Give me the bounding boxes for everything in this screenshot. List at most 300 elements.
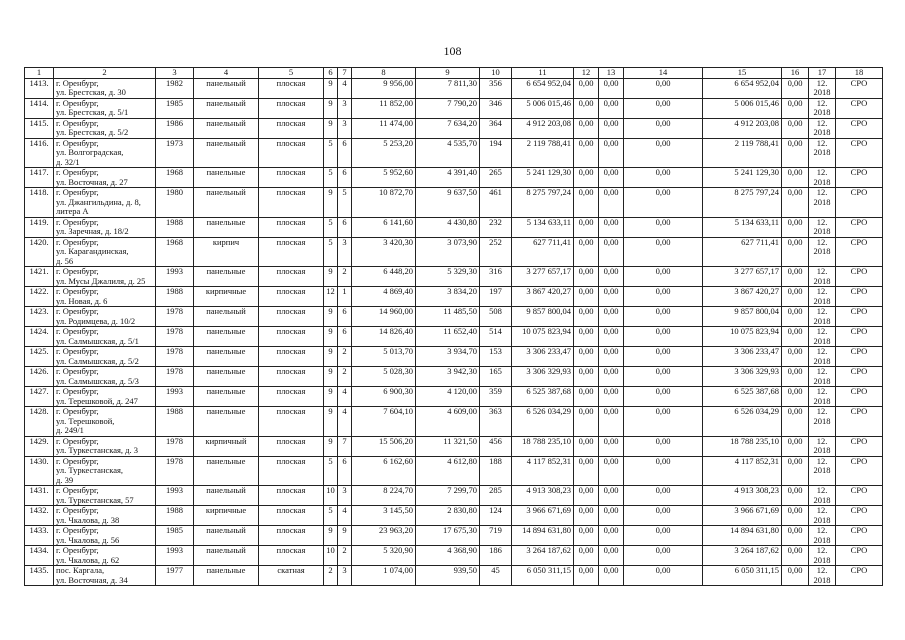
entrances-cell: 2 xyxy=(338,367,352,387)
cost-col-15-cell: 6 654 952,04 xyxy=(703,78,782,98)
wall-material-cell: панельный xyxy=(194,118,259,138)
cost-col-12-cell: 0,00 xyxy=(574,267,599,287)
row-number-cell: 1416. xyxy=(25,138,54,168)
total-area-cell: 5 320,90 xyxy=(352,546,416,566)
column-number-16: 16 xyxy=(782,68,809,79)
address-cell: г. Оренбург, ул. Брестская, д. 30 xyxy=(54,78,156,98)
completion-term-cell: 12. 2018 xyxy=(809,287,836,307)
roof-type-cell: плоская xyxy=(259,267,324,287)
cost-col-16-cell: 0,00 xyxy=(782,456,809,486)
total-area-cell: 11 474,00 xyxy=(352,118,416,138)
method-cell: СРО xyxy=(836,546,883,566)
address-cell: пос. Каргала, ул. Восточная, д. 34 xyxy=(54,566,156,586)
cost-col-15-cell: 9 857 800,04 xyxy=(703,307,782,327)
wall-material-cell: кирпичный xyxy=(194,436,259,456)
entrances-cell: 6 xyxy=(338,327,352,347)
cost-col-15-cell: 3 306 233,47 xyxy=(703,347,782,367)
floors-cell: 5 xyxy=(324,138,338,168)
wall-material-cell: панельные xyxy=(194,456,259,486)
row-number-cell: 1426. xyxy=(25,367,54,387)
roof-type-cell: плоская xyxy=(259,307,324,327)
cost-col-14-cell: 0,00 xyxy=(624,307,703,327)
page-number: 108 xyxy=(443,44,462,58)
cost-col-13-cell: 0,00 xyxy=(599,188,624,218)
table-row xyxy=(25,347,883,367)
cost-col-15-cell: 627 711,41 xyxy=(703,237,782,267)
cost-col-14-cell: 0,00 xyxy=(624,98,703,118)
completion-term-cell: 12. 2018 xyxy=(809,138,836,168)
living-area-cell: 3 073,90 xyxy=(416,237,480,267)
entrances-cell: 7 xyxy=(338,436,352,456)
cost-col-13-cell: 0,00 xyxy=(599,327,624,347)
living-area-cell: 4 368,90 xyxy=(416,546,480,566)
entrances-cell: 9 xyxy=(338,526,352,546)
completion-term-cell: 12. 2018 xyxy=(809,217,836,237)
floors-cell: 9 xyxy=(324,307,338,327)
address-cell: г. Оренбург, ул. Мусы Джалиля, д. 25 xyxy=(54,267,156,287)
total-area-cell: 9 956,00 xyxy=(352,78,416,98)
address-cell: г. Оренбург, ул. Заречная, д. 18/2 xyxy=(54,217,156,237)
residents-cell: 197 xyxy=(480,287,512,307)
total-area-cell: 14 826,40 xyxy=(352,327,416,347)
living-area-cell: 4 391,40 xyxy=(416,168,480,188)
table-row xyxy=(25,506,883,526)
row-number-cell: 1435. xyxy=(25,566,54,586)
method-cell: СРО xyxy=(836,327,883,347)
cost-col-15-cell: 6 525 387,68 xyxy=(703,387,782,407)
floors-cell: 9 xyxy=(324,387,338,407)
living-area-cell: 3 934,70 xyxy=(416,347,480,367)
row-number-cell: 1433. xyxy=(25,526,54,546)
address-cell: г. Оренбург, ул. Терешковой, д. 249/1 xyxy=(54,407,156,437)
cost-col-14-cell: 0,00 xyxy=(624,138,703,168)
cost-col-14-cell: 0,00 xyxy=(624,546,703,566)
living-area-cell: 11 321,50 xyxy=(416,436,480,456)
method-cell: СРО xyxy=(836,118,883,138)
column-number-5: 5 xyxy=(259,68,324,79)
cost-col-14-cell: 0,00 xyxy=(624,287,703,307)
completion-term-cell: 12. 2018 xyxy=(809,168,836,188)
wall-material-cell: панельные xyxy=(194,407,259,437)
method-cell: СРО xyxy=(836,387,883,407)
living-area-cell: 7 299,70 xyxy=(416,486,480,506)
floors-cell: 9 xyxy=(324,98,338,118)
cost-col-12-cell: 0,00 xyxy=(574,347,599,367)
table-row xyxy=(25,138,883,168)
living-area-cell: 939,50 xyxy=(416,566,480,586)
cost-col-12-cell: 0,00 xyxy=(574,506,599,526)
column-number-6: 6 xyxy=(324,68,338,79)
cost-col-14-cell: 0,00 xyxy=(624,566,703,586)
cost-col-15-cell: 6 050 311,15 xyxy=(703,566,782,586)
total-area-cell: 6 448,20 xyxy=(352,267,416,287)
cost-col-14-cell: 0,00 xyxy=(624,267,703,287)
total-cost-cell: 627 711,41 xyxy=(512,237,574,267)
entrances-cell: 4 xyxy=(338,78,352,98)
entrances-cell: 5 xyxy=(338,188,352,218)
row-number-cell: 1434. xyxy=(25,546,54,566)
cost-col-14-cell: 0,00 xyxy=(624,486,703,506)
column-number-2: 2 xyxy=(54,68,156,79)
column-number-7: 7 xyxy=(338,68,352,79)
cost-col-15-cell: 4 913 308,23 xyxy=(703,486,782,506)
roof-type-cell: плоская xyxy=(259,506,324,526)
cost-col-12-cell: 0,00 xyxy=(574,526,599,546)
total-cost-cell: 6 654 952,04 xyxy=(512,78,574,98)
residents-cell: 194 xyxy=(480,138,512,168)
address-cell: г. Оренбург, ул. Терешковой, д. 247 xyxy=(54,387,156,407)
residents-cell: 165 xyxy=(480,367,512,387)
address-cell: г. Оренбург, ул. Новая, д. 6 xyxy=(54,287,156,307)
floors-cell: 9 xyxy=(324,118,338,138)
completion-term-cell: 12. 2018 xyxy=(809,307,836,327)
cost-col-16-cell: 0,00 xyxy=(782,566,809,586)
completion-term-cell: 12. 2018 xyxy=(809,506,836,526)
row-number-cell: 1422. xyxy=(25,287,54,307)
method-cell: СРО xyxy=(836,347,883,367)
residents-cell: 285 xyxy=(480,486,512,506)
cost-col-13-cell: 0,00 xyxy=(599,78,624,98)
method-cell: СРО xyxy=(836,237,883,267)
living-area-cell: 4 609,00 xyxy=(416,407,480,437)
completion-term-cell: 12. 2018 xyxy=(809,98,836,118)
residents-cell: 359 xyxy=(480,387,512,407)
cost-col-15-cell: 14 894 631,80 xyxy=(703,526,782,546)
wall-material-cell: панельные xyxy=(194,217,259,237)
wall-material-cell: панельный xyxy=(194,188,259,218)
cost-col-15-cell: 18 788 235,10 xyxy=(703,436,782,456)
cost-col-16-cell: 0,00 xyxy=(782,486,809,506)
method-cell: СРО xyxy=(836,367,883,387)
wall-material-cell: панельные xyxy=(194,327,259,347)
cost-col-13-cell: 0,00 xyxy=(599,237,624,267)
method-cell: СРО xyxy=(836,407,883,437)
row-number-cell: 1413. xyxy=(25,78,54,98)
cost-col-16-cell: 0,00 xyxy=(782,327,809,347)
table-row xyxy=(25,546,883,566)
entrances-cell: 6 xyxy=(338,456,352,486)
cost-col-16-cell: 0,00 xyxy=(782,387,809,407)
residents-cell: 346 xyxy=(480,98,512,118)
completion-term-cell: 12. 2018 xyxy=(809,267,836,287)
wall-material-cell: панельный xyxy=(194,307,259,327)
entrances-cell: 4 xyxy=(338,506,352,526)
build-year-cell: 1968 xyxy=(156,168,194,188)
address-cell: г. Оренбург, ул. Туркестанская, д. 3 xyxy=(54,436,156,456)
table-row xyxy=(25,327,883,347)
address-cell: г. Оренбург, ул. Чкалова, д. 62 xyxy=(54,546,156,566)
cost-col-14-cell: 0,00 xyxy=(624,506,703,526)
table-row xyxy=(25,436,883,456)
floors-cell: 12 xyxy=(324,287,338,307)
row-number-cell: 1431. xyxy=(25,486,54,506)
build-year-cell: 1978 xyxy=(156,327,194,347)
method-cell: СРО xyxy=(836,188,883,218)
cost-col-12-cell: 0,00 xyxy=(574,98,599,118)
roof-type-cell: плоская xyxy=(259,367,324,387)
total-area-cell: 5 013,70 xyxy=(352,347,416,367)
method-cell: СРО xyxy=(836,566,883,586)
residents-cell: 316 xyxy=(480,267,512,287)
cost-col-14-cell: 0,00 xyxy=(624,456,703,486)
residents-cell: 719 xyxy=(480,526,512,546)
method-cell: СРО xyxy=(836,506,883,526)
cost-col-14-cell: 0,00 xyxy=(624,78,703,98)
table-row xyxy=(25,367,883,387)
total-cost-cell: 18 788 235,10 xyxy=(512,436,574,456)
living-area-cell: 9 637,50 xyxy=(416,188,480,218)
table-row xyxy=(25,217,883,237)
cost-col-13-cell: 0,00 xyxy=(599,367,624,387)
total-area-cell: 6 141,60 xyxy=(352,217,416,237)
method-cell: СРО xyxy=(836,78,883,98)
cost-col-13-cell: 0,00 xyxy=(599,566,624,586)
total-area-cell: 10 872,70 xyxy=(352,188,416,218)
cost-col-16-cell: 0,00 xyxy=(782,188,809,218)
completion-term-cell: 12. 2018 xyxy=(809,78,836,98)
build-year-cell: 1993 xyxy=(156,267,194,287)
roof-type-cell: плоская xyxy=(259,168,324,188)
cost-col-15-cell: 3 867 420,27 xyxy=(703,287,782,307)
roof-type-cell: плоская xyxy=(259,237,324,267)
roof-type-cell: плоская xyxy=(259,387,324,407)
cost-col-15-cell: 5 006 015,46 xyxy=(703,98,782,118)
method-cell: СРО xyxy=(836,486,883,506)
roof-type-cell: плоская xyxy=(259,347,324,367)
residents-cell: 461 xyxy=(480,188,512,218)
wall-material-cell: панельные xyxy=(194,387,259,407)
completion-term-cell: 12. 2018 xyxy=(809,436,836,456)
living-area-cell: 7 811,30 xyxy=(416,78,480,98)
cost-col-12-cell: 0,00 xyxy=(574,138,599,168)
cost-col-16-cell: 0,00 xyxy=(782,237,809,267)
method-cell: СРО xyxy=(836,456,883,486)
wall-material-cell: панельные xyxy=(194,566,259,586)
cost-col-14-cell: 0,00 xyxy=(624,217,703,237)
residents-cell: 514 xyxy=(480,327,512,347)
cost-col-13-cell: 0,00 xyxy=(599,118,624,138)
cost-col-13-cell: 0,00 xyxy=(599,387,624,407)
living-area-cell: 5 329,30 xyxy=(416,267,480,287)
cost-col-16-cell: 0,00 xyxy=(782,526,809,546)
method-cell: СРО xyxy=(836,267,883,287)
cost-col-14-cell: 0,00 xyxy=(624,387,703,407)
entrances-cell: 3 xyxy=(338,486,352,506)
row-number-cell: 1418. xyxy=(25,188,54,218)
completion-term-cell: 12. 2018 xyxy=(809,118,836,138)
residents-cell: 363 xyxy=(480,407,512,437)
entrances-cell: 6 xyxy=(338,307,352,327)
cost-col-12-cell: 0,00 xyxy=(574,407,599,437)
column-number-10: 10 xyxy=(480,68,512,79)
entrances-cell: 6 xyxy=(338,217,352,237)
cost-col-16-cell: 0,00 xyxy=(782,168,809,188)
entrances-cell: 3 xyxy=(338,98,352,118)
method-cell: СРО xyxy=(836,168,883,188)
residents-cell: 153 xyxy=(480,347,512,367)
cost-col-12-cell: 0,00 xyxy=(574,367,599,387)
table-row xyxy=(25,188,883,218)
floors-cell: 10 xyxy=(324,546,338,566)
roof-type-cell: плоская xyxy=(259,407,324,437)
completion-term-cell: 12. 2018 xyxy=(809,407,836,437)
build-year-cell: 1968 xyxy=(156,237,194,267)
entrances-cell: 2 xyxy=(338,546,352,566)
total-cost-cell: 4 117 852,31 xyxy=(512,456,574,486)
wall-material-cell: панельный xyxy=(194,138,259,168)
row-number-cell: 1415. xyxy=(25,118,54,138)
entrances-cell: 4 xyxy=(338,407,352,437)
roof-type-cell: плоская xyxy=(259,217,324,237)
roof-type-cell: скатная xyxy=(259,566,324,586)
row-number-cell: 1423. xyxy=(25,307,54,327)
cost-col-15-cell: 3 277 657,17 xyxy=(703,267,782,287)
floors-cell: 5 xyxy=(324,456,338,486)
floors-cell: 9 xyxy=(324,347,338,367)
total-cost-cell: 3 277 657,17 xyxy=(512,267,574,287)
total-area-cell: 6 900,30 xyxy=(352,387,416,407)
cost-col-15-cell: 3 306 329,93 xyxy=(703,367,782,387)
row-number-cell: 1417. xyxy=(25,168,54,188)
living-area-cell: 7 634,20 xyxy=(416,118,480,138)
address-cell: г. Оренбург, ул. Туркестанская, д. 39 xyxy=(54,456,156,486)
living-area-cell: 4 535,70 xyxy=(416,138,480,168)
address-cell: г. Оренбург, ул. Родимцева, д. 10/2 xyxy=(54,307,156,327)
table-row xyxy=(25,456,883,486)
row-number-cell: 1432. xyxy=(25,506,54,526)
total-area-cell: 8 224,70 xyxy=(352,486,416,506)
cost-col-13-cell: 0,00 xyxy=(599,546,624,566)
floors-cell: 9 xyxy=(324,526,338,546)
build-year-cell: 1993 xyxy=(156,546,194,566)
residents-cell: 124 xyxy=(480,506,512,526)
cost-col-16-cell: 0,00 xyxy=(782,217,809,237)
column-number-4: 4 xyxy=(194,68,259,79)
total-area-cell: 5 253,20 xyxy=(352,138,416,168)
column-number-17: 17 xyxy=(809,68,836,79)
entrances-cell: 1 xyxy=(338,287,352,307)
completion-term-cell: 12. 2018 xyxy=(809,486,836,506)
residents-cell: 188 xyxy=(480,456,512,486)
total-area-cell: 3 145,50 xyxy=(352,506,416,526)
cost-col-12-cell: 0,00 xyxy=(574,217,599,237)
table-row xyxy=(25,78,883,98)
build-year-cell: 1977 xyxy=(156,566,194,586)
total-cost-cell: 4 912 203,08 xyxy=(512,118,574,138)
cost-col-16-cell: 0,00 xyxy=(782,347,809,367)
total-cost-cell: 5 006 015,46 xyxy=(512,98,574,118)
cost-col-12-cell: 0,00 xyxy=(574,387,599,407)
total-cost-cell: 5 134 633,11 xyxy=(512,217,574,237)
cost-col-14-cell: 0,00 xyxy=(624,118,703,138)
residents-cell: 508 xyxy=(480,307,512,327)
cost-col-15-cell: 4 117 852,31 xyxy=(703,456,782,486)
cost-col-12-cell: 0,00 xyxy=(574,327,599,347)
wall-material-cell: панельный xyxy=(194,486,259,506)
table-row xyxy=(25,526,883,546)
residents-cell: 364 xyxy=(480,118,512,138)
build-year-cell: 1985 xyxy=(156,526,194,546)
table-row xyxy=(25,407,883,437)
build-year-cell: 1978 xyxy=(156,367,194,387)
total-cost-cell: 3 966 671,69 xyxy=(512,506,574,526)
total-area-cell: 3 420,30 xyxy=(352,237,416,267)
wall-material-cell: панельные xyxy=(194,267,259,287)
method-cell: СРО xyxy=(836,436,883,456)
cost-col-12-cell: 0,00 xyxy=(574,168,599,188)
entrances-cell: 2 xyxy=(338,267,352,287)
cost-col-14-cell: 0,00 xyxy=(624,327,703,347)
floors-cell: 5 xyxy=(324,217,338,237)
residents-cell: 356 xyxy=(480,78,512,98)
cost-col-16-cell: 0,00 xyxy=(782,307,809,327)
table-row xyxy=(25,486,883,506)
total-area-cell: 14 960,00 xyxy=(352,307,416,327)
cost-col-12-cell: 0,00 xyxy=(574,78,599,98)
total-cost-cell: 14 894 631,80 xyxy=(512,526,574,546)
address-cell: г. Оренбург, ул. Чкалова, д. 56 xyxy=(54,526,156,546)
entrances-cell: 3 xyxy=(338,118,352,138)
cost-col-13-cell: 0,00 xyxy=(599,526,624,546)
cost-col-15-cell: 10 075 823,94 xyxy=(703,327,782,347)
roof-type-cell: плоская xyxy=(259,98,324,118)
cost-col-13-cell: 0,00 xyxy=(599,486,624,506)
method-cell: СРО xyxy=(836,287,883,307)
cost-col-13-cell: 0,00 xyxy=(599,98,624,118)
roof-type-cell: плоская xyxy=(259,78,324,98)
cost-col-16-cell: 0,00 xyxy=(782,138,809,168)
residents-cell: 265 xyxy=(480,168,512,188)
floors-cell: 5 xyxy=(324,237,338,267)
completion-term-cell: 12. 2018 xyxy=(809,347,836,367)
cost-col-12-cell: 0,00 xyxy=(574,237,599,267)
entrances-cell: 6 xyxy=(338,138,352,168)
cost-col-15-cell: 5 241 129,30 xyxy=(703,168,782,188)
cost-col-15-cell: 4 912 203,08 xyxy=(703,118,782,138)
build-year-cell: 1993 xyxy=(156,387,194,407)
total-area-cell: 23 963,20 xyxy=(352,526,416,546)
cost-col-13-cell: 0,00 xyxy=(599,347,624,367)
floors-cell: 9 xyxy=(324,267,338,287)
living-area-cell: 11 652,40 xyxy=(416,327,480,347)
completion-term-cell: 12. 2018 xyxy=(809,237,836,267)
address-cell: г. Оренбург, ул. Восточная, д. 27 xyxy=(54,168,156,188)
table-row xyxy=(25,118,883,138)
cost-col-16-cell: 0,00 xyxy=(782,407,809,437)
cost-col-13-cell: 0,00 xyxy=(599,506,624,526)
entrances-cell: 2 xyxy=(338,347,352,367)
completion-term-cell: 12. 2018 xyxy=(809,456,836,486)
floors-cell: 9 xyxy=(324,407,338,437)
floors-cell: 5 xyxy=(324,506,338,526)
entrances-cell: 3 xyxy=(338,237,352,267)
cost-col-13-cell: 0,00 xyxy=(599,287,624,307)
cost-col-13-cell: 0,00 xyxy=(599,138,624,168)
cost-col-15-cell: 3 966 671,69 xyxy=(703,506,782,526)
completion-term-cell: 12. 2018 xyxy=(809,526,836,546)
floors-cell: 10 xyxy=(324,486,338,506)
table-row xyxy=(25,237,883,267)
living-area-cell: 3 942,30 xyxy=(416,367,480,387)
total-area-cell: 7 604,10 xyxy=(352,407,416,437)
total-cost-cell: 10 075 823,94 xyxy=(512,327,574,347)
cost-col-16-cell: 0,00 xyxy=(782,287,809,307)
column-number-14: 14 xyxy=(624,68,703,79)
build-year-cell: 1986 xyxy=(156,118,194,138)
cost-col-15-cell: 3 264 187,62 xyxy=(703,546,782,566)
total-area-cell: 1 074,00 xyxy=(352,566,416,586)
column-number-12: 12 xyxy=(574,68,599,79)
